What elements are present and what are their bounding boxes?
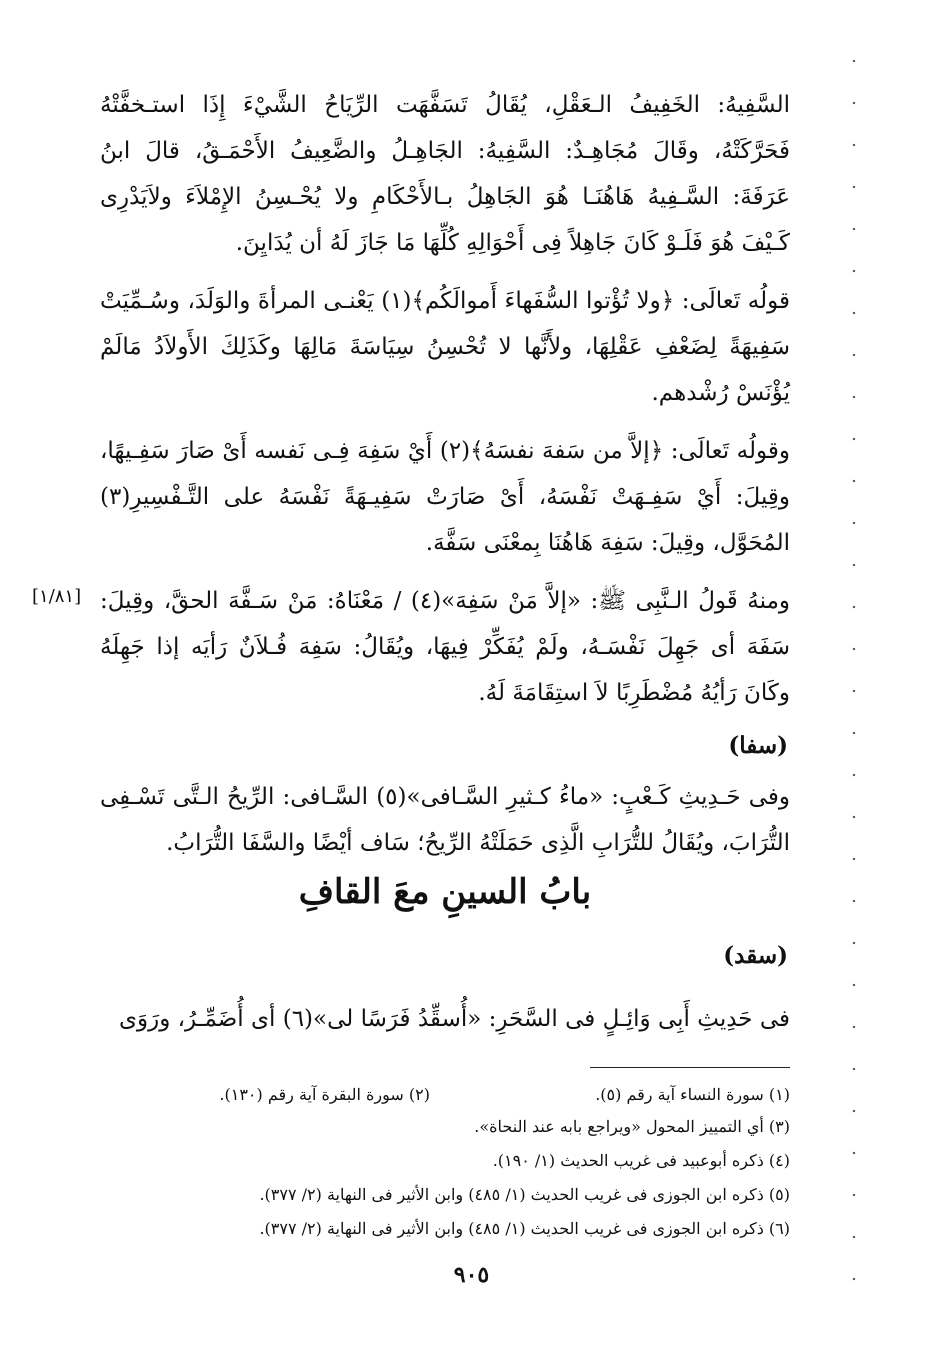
paragraph-safa: وفى حَـدِيثِ كَـعْبٍ: «ماءُ كـثيرِ السَّـافى»(٥) السَّـافى: الرِّيحُ الـتَّى تَسْـفِى التُّرَابَ، ويُقَالُ للتُّرَابِ الَّذِى حَمَلَتْهُ الرِّيحُ؛ سَاف أيْضًا والسَّفَا التُّرَابُ. (100, 784, 790, 856)
margin-reference: [١/٨١] (32, 586, 82, 607)
footnote-2: (٢) سورة البقرة آية رقم (١٣٠). (219, 1085, 430, 1104)
footnote-row-1-2 (100, 1084, 790, 1108)
chapter-title: بابُ السينِ معَ القافِ (298, 872, 592, 912)
margin-dotted-line (852, 40, 856, 1300)
paragraph-sufaha-verse: قولُه تَعالَى: ﴿ولا تُؤْتوا السُّفَهاءَ أَموالَكُم﴾(١) يَعْنـى المرأةَ والوَلَدَ، وسُـمِّيَتْ سَفِيهَةً لِضَعْفِ عَقْلِهَا، ولأَنَّها لا تُحْسِنُ سِيَاسَةَ مَالِهَا وكَذَلِكَ الأَولاَدُ مَالَمْ يُؤْنَسْ رُشْدهم. (100, 288, 790, 406)
footnote-1: (١) سورة النساء آية رقم (٥). (595, 1085, 790, 1104)
paragraph-safih: السَّفِيهُ: الخَفِيفُ الـعَقْلِ، يُقَالُ تَسَفَّهَت الرِّيَاحُ الشَّيْءَ إِذَا استـخفَّتْهُ فَحَرَّكَتْهُ، وقَالَ مُجَاهِـدٌ: السَّفِيهُ: الجَاهِـلُ والضَّعِيفُ الأَحْمَـقُ، قالَ ابنُ عَرَفَةَ: السَّـفِيهُ هَاهُنَـا هُوَ الجَاهِلُ بـالأَحْكَامِ ولا يُحْـسِنُ الإِمْلاَءَ ولاَيَدْرِى كَـيْفَ هُوَ فَلَـوْ كَانَ جَاهِلاً فِى أَحْوَالِهِ كُلِّهَا مَا جَازَ لَهُ أن يُدَايِنَ. (100, 92, 790, 256)
section-heading-saqd: (سقد) (723, 942, 788, 969)
footnote-3: (٣) أي التمييز المحول «ويراجع بابه عند النحاة». (474, 1117, 790, 1136)
paragraph-saqd: فى حَدِيثِ أَبِى وَائِـلٍ فى السَّحَرِ: «أُسقِّدُ فَرَسًا لى»(٦) أى أُضَمِّـرُ، ورَوَى (118, 1006, 790, 1032)
paragraph-safiha-nafsahu: وقولُه تَعالَى: ﴿إلاَّ من سَفهَ نفسَهُ﴾(٢) أَيْ سَفِهَ فِـى نَفسه أَىْ صَارَ سَفِـيهًا، وقِيلَ: أَيْ سَفِـهَتْ نَفْسَهُ، أَىْ صَارَتْ سَفِيـهَةً نَفْسَهُ على التَّـفْسِيرِ(٣) المُحَوَّل، وقِيلَ: سَفِهَ هَاهُنَا بِمعْنَى سَفَّهَ. (100, 438, 790, 556)
footnote-4: (٤) ذكره أبوعبيد فى غريب الحديث (١/ ١٩٠). (492, 1151, 790, 1170)
footnote-6: (٦) ذكره ابن الجوزى فى غريب الحديث (١/ ٤٨٥) وابن الأثير فى النهاية (٢/ ٣٧٧). (259, 1219, 790, 1238)
footnote-separator (590, 1067, 790, 1068)
footnote-5: (٥) ذكره ابن الجوزى فى غريب الحديث (١/ ٤٨٥) وابن الأثير فى النهاية (٢/ ٣٧٧). (259, 1185, 790, 1204)
section-heading-safa: (سفا) (728, 732, 788, 759)
paragraph-hadith-safiha: ومنهُ قَولُ الـنَّبِى ﷺ: «إلاَّ مَنْ سَفِهَ»(٤) / مَعْنَاهُ: مَنْ سَـفَّهَ الحقَّ، وقِيلَ: سَفَهَ أى جَهِلَ نَفْسَـهُ، ولَمْ يُفَكِّرْ فِيهَا، ويُقَالُ: سَفِهَ فُـلاَنٌ رَأيَه إذا جَهِلَهُ وكَانَ رَأيُهُ مُضْطَرِبًا لاَ استِقَامَةَ لَهُ. (100, 588, 790, 706)
page-number: ٩٠٥ (453, 1262, 490, 1288)
